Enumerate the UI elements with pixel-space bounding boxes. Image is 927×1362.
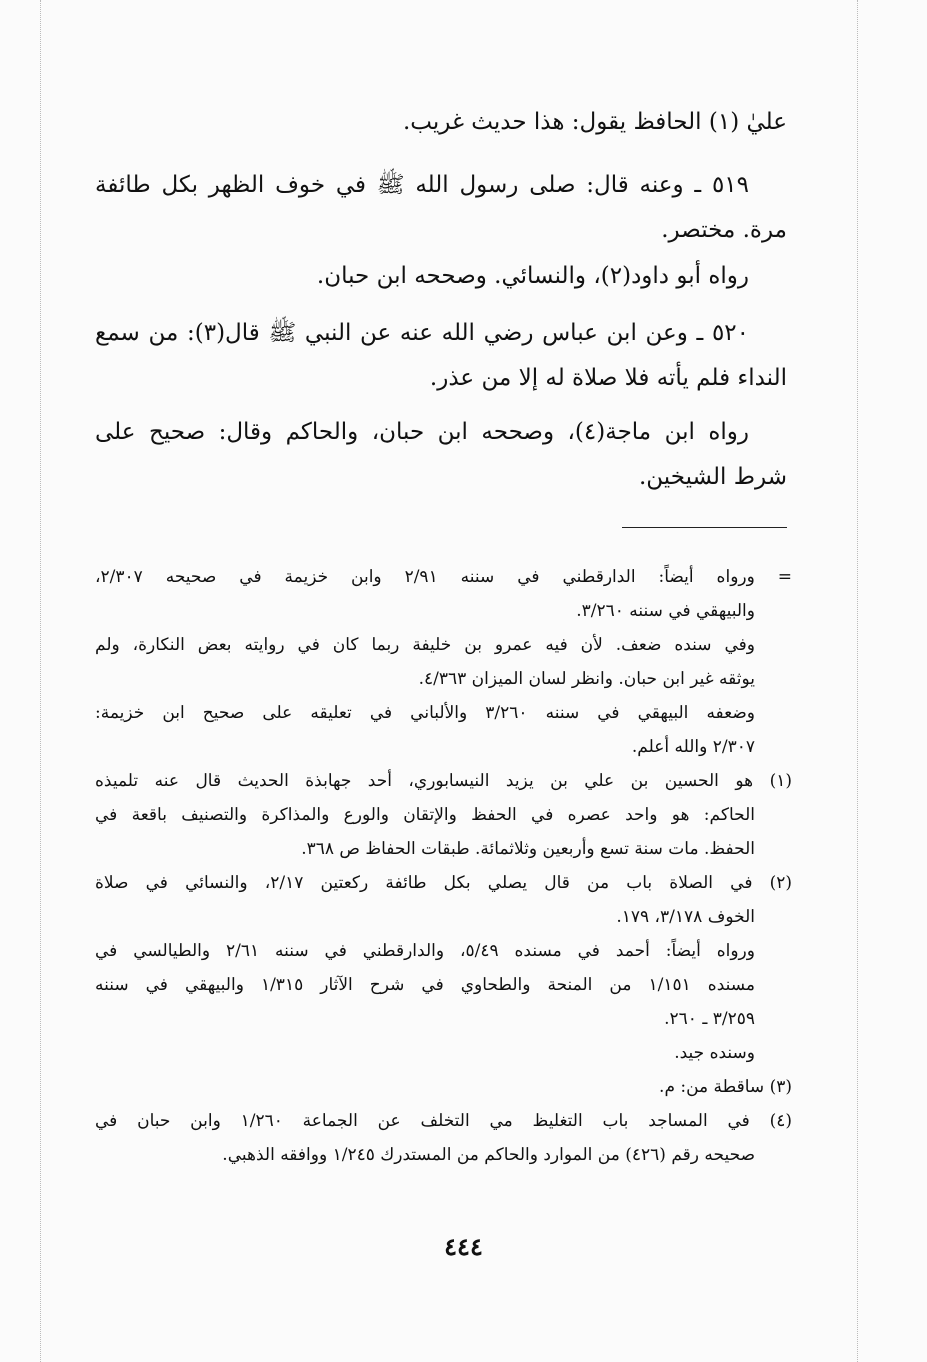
footnote-2-line2: الخوف ٣/١٧٨، ١٧٩. — [616, 907, 755, 927]
footnote-1-line3: الحفظ. مات سنة تسع وأربعين وثلاثمائة. طبقات الحفاظ ص ٣٦٨. — [301, 839, 755, 859]
footnote-2b-line3: ٣/٢٥٩ ـ ٢٦٠. — [664, 1009, 755, 1029]
page-number: ٤٤٤ — [444, 1232, 483, 1261]
margin-dots-left — [40, 0, 41, 1362]
hadith-519-line1: ٥١٩ ـ وعنه قال: صلى رسول الله ﷺ في خوف الظهر بكل طائفة — [95, 172, 749, 198]
hadith-520-line1: ٥٢٠ ـ وعن ابن عباس رضي الله عنه عن النبي ﷺ قال(٣): من سمع — [95, 320, 750, 346]
footnote-continuation-line2: والبيهقي في سننه ٣/٢٦٠. — [576, 601, 755, 621]
footnote-continuation-line1: = ورواه أيضاً: الدارقطني في سننه ٢/٩١ وابن خزيمة في صحيحه ٢/٣٠٧، — [95, 567, 792, 587]
hadith-519-source — [95, 254, 787, 299]
footnote-2b-line2: مسنده ١/١٥١ من المنحة والطحاوي في شرح الآثار ١/٣١٥ والبيهقي في سننه — [95, 975, 756, 995]
hadith-520-source-line1: رواه ابن ماجة(٤)، وصححه ابن حبان، والحاكم وقال: صحيح على — [95, 419, 749, 445]
footnote-2-line1: (٢) في الصلاة باب من قال يصلي بكل طائفة ركعتين ٢/١٧، والنسائي في صلاة — [95, 873, 792, 893]
main-text — [95, 100, 787, 145]
footnote-weakness-line1: وفي سنده ضعف. لأن فيه عمرو بن خليفة ربما كان في روايته بعض النكارة، ولم — [95, 635, 755, 655]
footnote-3: (٣) ساقطة من: م. — [659, 1077, 792, 1097]
footnote-albani-line1: وضعفه البيهقي في سننه ٣/٢٦٠ والألباني في تعليقه على صحيح ابن خزيمة: — [95, 703, 756, 723]
hadith-520-source — [95, 410, 787, 500]
hadith-520-source-line2: شرط الشيخين. — [638, 464, 787, 490]
footnotes — [95, 560, 792, 1172]
footnote-2b-line1: ورواه أيضاً: أحمد في مسنده ٥/٤٩، والدارقطني في سننه ٢/٦١ والطيالسي في — [95, 941, 755, 961]
hadith-519 — [95, 163, 787, 253]
footnote-separator — [622, 527, 787, 528]
footnote-weakness-line2: يوثقه غير ابن حبان. وانظر لسان الميزان ٤/٣٦٣. — [418, 669, 755, 689]
footnote-4-line1: (٤) في المساجد باب التغليظ مي التخلف عن الجماعة ١/٢٦٠ وابن حبان في — [95, 1111, 792, 1131]
footnote-2c: وسنده جيد. — [674, 1043, 755, 1063]
footnote-albani-line2: ٢/٣٠٧ والله أعلم. — [631, 737, 755, 757]
paragraph-intro: عليٰ (١) الحافظ يقول: هذا حديث غريب. — [402, 109, 787, 135]
footnote-1-line1: (١) هو الحسين بن علي بن يزيد النيسابوري، أحد جهابذة الحديث قال عنه تلميذه — [95, 771, 792, 791]
hadith-520 — [95, 311, 787, 401]
hadith-520-line2: النداء فلم يأته فلا صلاة له إلا من عذر. — [429, 365, 787, 391]
footnote-4-line2: صحيحه رقم (٤٢٦) من الموارد والحاكم من المستدرك ١/٢٤٥ ووافقه الذهبي. — [222, 1145, 755, 1165]
hadith-519-line2: مرة. مختصر. — [661, 217, 787, 243]
footnote-1-line2: الحاكم: هو واحد عصره في الحفظ والإتقان والورع والمذاكرة والتصنيف باقعة في — [95, 805, 755, 825]
margin-dots-right — [857, 0, 858, 1362]
hadith-519-source-text: رواه أبو داود(٢)، والنسائي. وصححه ابن حبان. — [316, 263, 749, 289]
